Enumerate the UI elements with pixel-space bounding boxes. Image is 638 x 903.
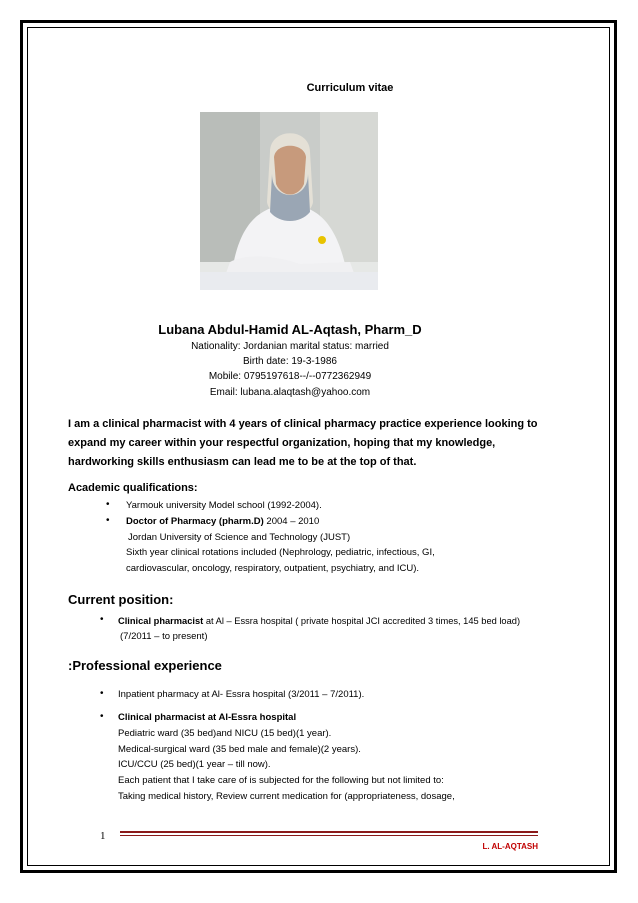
objective-statement xyxy=(68,415,568,472)
rotations-line: cardiovascular, oncology, respiratory, outpatient, psychiatry, and ICU). xyxy=(126,563,420,574)
experience-item: Inpatient pharmacy at Al- Essra hospital (3/2011 – 7/2011). xyxy=(118,689,365,700)
professional-experience-heading: :Professional experience xyxy=(68,658,222,673)
footer-rule-thin xyxy=(120,835,538,836)
candidate-name: Lubana Abdul-Hamid AL-Aqtash, Pharm_D xyxy=(158,322,422,337)
cv-title: Curriculum vitae xyxy=(306,82,394,94)
objective-line: I am a clinical pharmacist with 4 years of clinical pharmacy practice experience looking to xyxy=(68,418,538,430)
bullet-icon: • xyxy=(100,711,104,722)
experience-detail: Pediatric ward (35 bed)and NICU (15 bed)(1 year). xyxy=(118,728,332,739)
bullet-icon: • xyxy=(106,499,110,510)
current-position-line xyxy=(118,613,520,629)
email-line: Email: lubana.alaqtash@yahoo.com xyxy=(209,387,371,398)
bullet-icon: • xyxy=(100,688,104,699)
experience-detail: Each patient that I take care of is subjected for the following but not limited to: xyxy=(118,775,444,786)
profile-photo xyxy=(200,112,378,290)
current-position-heading: Current position: xyxy=(68,592,174,607)
current-position-dates: (7/2011 – to present) xyxy=(120,631,208,642)
academic-item xyxy=(126,514,319,530)
academic-heading: Academic qualifications: xyxy=(68,482,198,494)
degree-years: 2004 – 2010 xyxy=(263,516,320,527)
current-employer: at Al – Essra hospital ( private hospital JCI accredited 3 times, 145 bed load) xyxy=(203,616,521,626)
birth-date-line: Birth date: 19-3-1986 xyxy=(243,356,337,367)
footer-rule-thick xyxy=(120,831,538,833)
academic-item: Yarmouk university Model school (1992-2004). xyxy=(126,500,322,511)
experience-detail: Taking medical history, Review current medication for (appropriateness, dosage, xyxy=(118,791,455,802)
mobile-line: Mobile: 0795197618--/--0772362949 xyxy=(208,371,372,382)
objective-line: expand my career within your respectful organization, hoping that my knowledge, xyxy=(68,437,496,449)
bullet-icon: • xyxy=(106,515,110,526)
experience-detail: Medical-surgical ward (35 bed male and female)(2 years). xyxy=(118,744,361,755)
bullet-icon: • xyxy=(100,614,104,625)
rotations-line: Sixth year clinical rotations included (Nephrology, pediatric, infectious, GI, xyxy=(126,547,435,558)
objective-line: hardworking skills enthusiasm can lead me to be at the top of that. xyxy=(68,456,417,468)
experience-item xyxy=(118,710,296,726)
experience-role: Clinical pharmacist at Al-Essra hospital xyxy=(118,712,297,723)
current-role: Clinical pharmacist xyxy=(118,616,204,626)
degree-name: Doctor of Pharmacy (pharm.D) xyxy=(126,516,264,527)
nationality-line: Nationality: Jordanian marital status: married xyxy=(191,341,389,352)
page-number: 1 xyxy=(100,830,106,842)
degree-university: Jordan University of Science and Technology (JUST) xyxy=(128,532,351,543)
footer-author: L. AL-AQTASH xyxy=(482,842,538,851)
experience-detail: ICU/CCU (25 bed)(1 year – till now). xyxy=(118,759,271,770)
